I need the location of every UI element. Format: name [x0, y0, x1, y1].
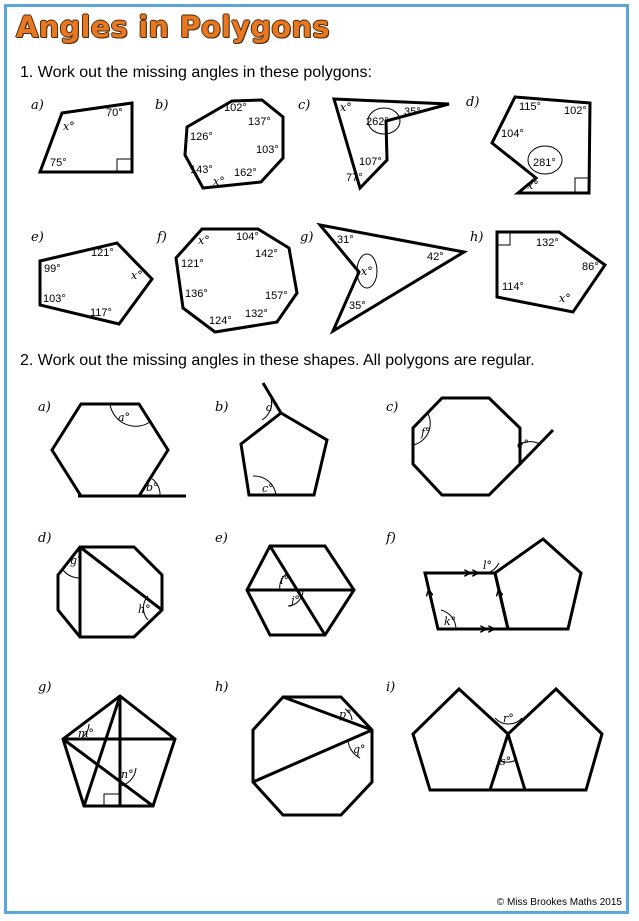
q1e-pentagon [40, 243, 152, 324]
q2-label-h: h) [215, 680, 229, 695]
q2-label-a: a) [38, 400, 51, 415]
page-title: Angles in Polygons [16, 10, 330, 44]
q2i-angle-r: r° [503, 712, 514, 725]
q2c-angle-f: f° [421, 426, 431, 439]
q1-label-g: g) [300, 230, 314, 245]
q1g-angle-x: x° [361, 265, 373, 278]
q1e-angle-x: x° [131, 269, 143, 282]
question-1-heading: 1. Work out the missing angles in these polygons: [20, 64, 372, 81]
q2e-angle-j: j° [291, 594, 300, 607]
q1b-angle-162: 162° [234, 167, 257, 179]
q2e-hexagon [247, 546, 354, 635]
q1f-angle-132: 132° [245, 308, 268, 320]
q2e-angle-i: i° [280, 574, 290, 587]
q2f-angle-l: l° [483, 559, 493, 572]
q1b-angle-102: 102° [224, 102, 247, 114]
q1e-angle-117: 117° [90, 307, 112, 319]
q2b-angle-d: d° [266, 401, 279, 414]
q2i-two-pentagons [413, 689, 602, 790]
q2-label-e: e) [215, 531, 228, 546]
q1b-angle-126: 126° [190, 131, 213, 143]
q1c-angle-35: 35° [404, 106, 421, 118]
q1g-arrowhead [320, 225, 464, 331]
q2h-angle-p: p° [339, 708, 352, 721]
q1f-angle-142: 142° [255, 248, 278, 260]
question-2-heading: 2. Work out the missing angles in these shapes. All polygons are regular. [20, 352, 535, 369]
q1f-angle-121: 121° [181, 258, 204, 270]
q2-label-d: d) [38, 531, 52, 546]
q1d-angle-102: 102° [564, 105, 587, 117]
q2-label-b: b) [215, 400, 229, 415]
q1c-angle-262: 262° [366, 116, 389, 128]
q2d-octagon [58, 547, 162, 637]
q1g-angle-31: 31° [337, 234, 354, 246]
q1h-pentagon [497, 232, 605, 312]
q2d-angle-h: h° [138, 603, 151, 616]
q2g-pentagon [63, 696, 175, 806]
q2-label-f: f) [386, 531, 396, 546]
q2f-parallelogram-pentagon [425, 539, 581, 629]
q2f-angle-k: k° [444, 615, 457, 628]
q1c-angle-x: x° [340, 101, 352, 114]
q2c-octagon [413, 398, 553, 495]
q1h-angle-132: 132° [536, 237, 559, 249]
q1b-angle-103: 103° [256, 144, 279, 156]
q1f-angle-104: 104° [236, 231, 259, 243]
q2b-angle-c: c° [262, 482, 274, 495]
q1c-angle-107: 107° [359, 156, 382, 168]
q1d-concave-pentagon [492, 97, 590, 193]
q1e-angle-103: 103° [43, 293, 66, 305]
q1h-angle-86: 86° [582, 261, 599, 273]
q1h-angle-114: 114° [502, 281, 524, 293]
q1e-angle-121: 121° [91, 247, 114, 259]
q2g-angle-n: n° [121, 768, 134, 781]
q2-label-c: c) [386, 400, 399, 415]
q1a-angle-75: 75° [50, 157, 67, 169]
q1d-angle-104: 104° [501, 128, 524, 140]
q1-label-h: h) [470, 230, 484, 245]
q1f-angle-157: 157° [265, 290, 288, 302]
q2g-angle-m: m° [78, 727, 94, 740]
q2a-angle-a: a° [118, 411, 131, 424]
q1c-angle-77: 77° [346, 172, 363, 184]
q1f-octagon [176, 229, 297, 332]
q2h-angle-q: q° [353, 743, 366, 756]
q1b-angle-x: x° [213, 175, 225, 188]
q1f-angle-x: x° [198, 234, 210, 247]
q1a-angle-x: x° [63, 120, 75, 133]
q1-label-b: b) [155, 98, 169, 113]
q2i-angle-s: s° [500, 755, 512, 768]
q2c-angle-e: e° [517, 438, 530, 451]
q1f-angle-124: 124° [209, 315, 232, 327]
q1b-heptagon [185, 100, 283, 188]
q1g-angle-35: 35° [349, 300, 366, 312]
q1-label-c: c) [298, 98, 311, 113]
q1-label-a: a) [31, 98, 44, 113]
copyright-notice: © Miss Brookes Maths 2015 [496, 897, 622, 908]
q2a-hexagon [52, 404, 186, 496]
q2d-angle-g: g° [70, 554, 83, 567]
q2a-angle-b: b° [146, 481, 159, 494]
q2h-octagon [253, 697, 372, 815]
q1a-quadrilateral [40, 103, 132, 172]
q1-label-d: d) [466, 95, 480, 110]
q1a-angle-70: 70° [106, 107, 123, 119]
q1f-angle-136: 136° [185, 288, 208, 300]
q2-label-g: g) [38, 680, 52, 695]
q1d-angle-x: x° [527, 179, 539, 192]
q1c-concave-quadrilateral [334, 99, 449, 188]
q1d-angle-281: 281° [533, 157, 556, 169]
q2b-pentagon [241, 383, 327, 495]
q2-label-i: i) [386, 680, 396, 695]
q1b-angle-143: 143° [190, 164, 213, 176]
q1-label-e: e) [31, 230, 44, 245]
q1-label-f: f) [157, 230, 167, 245]
q1d-angle-115: 115° [519, 101, 541, 113]
q1e-angle-99: 99° [44, 263, 61, 275]
q1h-angle-x: x° [559, 292, 571, 305]
q1g-angle-42: 42° [427, 251, 444, 263]
q1b-angle-137: 137° [248, 116, 271, 128]
